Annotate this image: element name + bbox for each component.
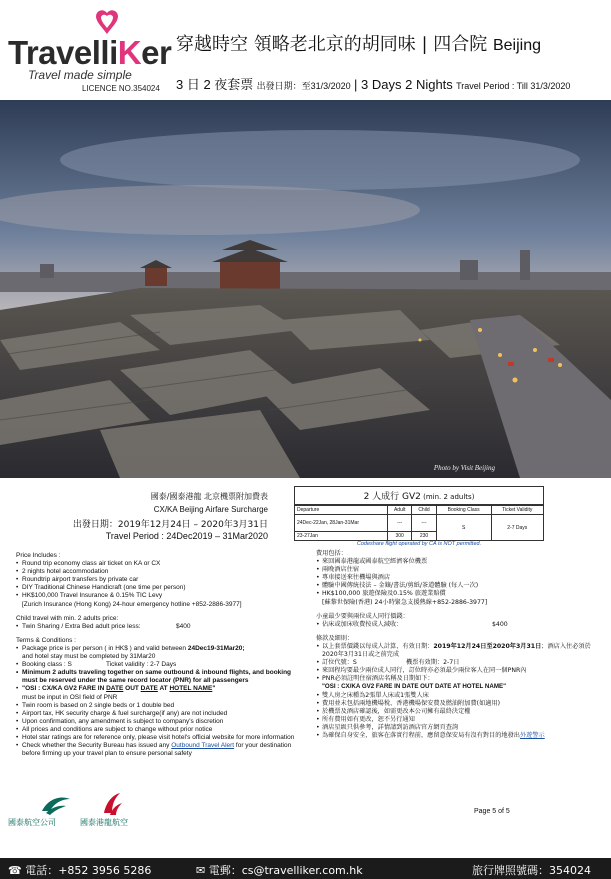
list-item: • 體驗中國傳統技法 – 金鑲/書法/剪紙/茶道體驗 (每人一次) <box>316 582 606 590</box>
list-item: • 訂位代號：S 機票有效期：2-7日 <box>316 659 606 667</box>
col-booking-class: Booking Class <box>436 506 491 515</box>
list-item: • Hotel star ratings are for reference only, please visit hotel's official website for more information <box>16 734 296 742</box>
terms-list-cn <box>316 643 606 740</box>
terms-list <box>16 645 296 758</box>
list-item: • 來回國泰港龍或國泰航空經濟客位機票 <box>316 558 606 566</box>
english-terms-column <box>16 552 296 758</box>
col-child: Child <box>412 506 436 515</box>
list-item: • Roundtrip airport transfers by private car <box>16 576 296 584</box>
cathay-dragon-logo-icon <box>96 789 126 819</box>
child-price-heading-cn: 小童最少要與兩位成人同行價錢： <box>316 612 409 620</box>
list-item: • Check whether the Security Bureau has issued any Outbound Travel Alert for your destination before firming up your travel plan to ensure personal safety <box>16 742 296 758</box>
insurance-hotline-cn: [蘇黎世保險(香港) 24小時緊急支援熱線+852-2886-3977] <box>322 598 488 606</box>
phone-icon: ☎ <box>8 864 26 877</box>
list-item: • 兩晚酒店住宿 <box>316 566 606 574</box>
surcharge-departure-dates: 出發日期：2019年12月24日 – 2020年3月31日 <box>72 520 268 530</box>
list-item: • 佔床或加床收費按成人減收： $400 <box>316 621 606 629</box>
list-item: • Minimum 2 adults traveling together on same outbound & inbound flights, and booking must be reserved under the same record locator (PNR) for all passengers <box>16 669 296 685</box>
price-includes-heading: Price Includes : <box>16 552 61 559</box>
list-item: • 專車接送來往機場與酒店 <box>316 574 606 582</box>
surcharge-title-en: CX/KA Beijing Airfare Surcharge <box>153 505 268 514</box>
fare-table-header-row <box>295 506 544 515</box>
brand-tagline: Travel made simple <box>28 68 132 82</box>
terms-heading: Terms & Conditions : <box>16 636 76 644</box>
insurance-hotline: [Zurich Insurance (Hong Kong) 24-hour emergency hotline +852-2886-3977] <box>22 600 242 608</box>
cell-adult: --- <box>388 515 412 532</box>
list-item: • PNR必須註明住宿酒店名稱及日期如下： "OSI : CX/KA GV2 FARE IN DATE OUT DATE AT HOTEL NAME" <box>316 675 606 691</box>
cathay-dragon-label: 國泰港龍航空 <box>80 818 128 827</box>
list-item: • 雙人房之床種為2張單人床或1張雙人床 <box>316 692 606 700</box>
chinese-terms-column <box>316 550 606 740</box>
fare-table <box>294 505 544 541</box>
cell-departure: 24Dec-22Jan, 28Jan-31Mar <box>295 515 388 532</box>
list-item: • Twin Sharing / Extra Bed adult price less: $400 <box>16 623 296 631</box>
list-item: • 2 nights hotel accommodation <box>16 568 296 576</box>
list-item: • All prices and conditions are subject to change without prior notice <box>16 726 296 734</box>
fee-includes-heading: 費用包括： <box>316 550 347 557</box>
contact-footer <box>0 858 611 879</box>
list-item: • DIY Traditional Chinese Handicraft (one time per person) <box>16 584 296 592</box>
cell-booking-class: S <box>436 515 491 541</box>
cell-adult: 300 <box>388 532 412 541</box>
brand-logo[interactable]: TravelliKer <box>8 34 172 71</box>
codeshare-note: Codeshare flight operated by CA is NOT permitted. <box>356 541 482 547</box>
fare-table-box <box>294 486 544 547</box>
list-item: • Round trip economy class air ticket on KA or CX <box>16 560 296 568</box>
cell-departure: 23-27Jan <box>295 532 388 541</box>
outbound-travel-alert-link-cn[interactable]: 外遊警示 <box>520 731 545 739</box>
fee-includes-list <box>316 558 606 598</box>
mail-icon: ✉ <box>196 864 209 877</box>
page-number: Page 5 of 5 <box>474 808 510 815</box>
cell-child: 230 <box>412 532 436 541</box>
phone-contact[interactable]: ☎ 電話：+852 3956 5286 <box>8 864 152 877</box>
list-item: • Package price is per person ( in HK$ ) and valid between 24Dec19-31Mar20; and hotel stay must be completed by 31Mar20 <box>16 645 296 661</box>
list-item: • HK$100,000 旅遊保險及0.15% 旅遊業賠償 <box>316 590 606 598</box>
list-item: • 以上套票價錢以每成人計算，有效日期：2019年12月24日至2020年3月31日；酒店入住必須於2020年3月31日或之前完成 <box>316 643 606 659</box>
list-item: • 為確保自身安全，旅客在落實行程前，應留意保安局有沒有對目的地發出外遊警示 <box>316 732 606 740</box>
brand-pin-icon <box>92 6 122 36</box>
licence-number: LICENCE NO.354024 <box>82 84 160 93</box>
list-item: • Booking class : S Ticket validity : 2-7 Days <box>16 661 296 669</box>
col-departure: Departure <box>295 506 388 515</box>
email-contact[interactable]: ✉ 電郵：cs@travelliker.com.hk <box>196 864 363 877</box>
cathay-pacific-label: 國泰航空公司 <box>8 818 56 827</box>
beijing-hutong-photo <box>0 100 611 478</box>
list-item: • 費用並未包括兩地機場稅、香港機場保安費及燃油附加費(如適用) <box>316 700 606 708</box>
list-item: • 來回程均要最少兩位成人同行，訂位時亦必須最少兩位客人在同一個PNR內 <box>316 667 606 675</box>
price-includes-list <box>16 560 296 600</box>
page-title: 穿越時空 領略老北京的胡同味 | 四合院 Beijing <box>176 34 541 55</box>
list-item: • Airport tax, HK security charge & fuel surcharge(if any) are not included <box>16 710 296 718</box>
package-subtitle: 3 日 2 夜套票 出發日期：至31/3/2020 | 3 Days 2 Nights Travel Period : Till 31/3/2020 <box>176 77 571 92</box>
list-item: • "OSI : CX/KA GV2 FARE IN DATE OUT DATE AT HOTEL NAME" must be input in OSI field of PNR <box>16 685 296 701</box>
surcharge-title-cn: 國泰/國泰港龍 北京機票附加費表 <box>150 492 268 501</box>
list-item: • HK$100,000 Travel Insurance & 0.15% TIC Levy <box>16 592 296 600</box>
list-item: • 所有費用如有更改，恕不另行通知 <box>316 716 606 724</box>
cell-ticket-validity: 2-7 Days <box>491 515 543 541</box>
photo-credit: Photo by Visit Beijing <box>433 464 495 472</box>
list-item: • Upon confirmation, any amendment is subject to company's discretion <box>16 718 296 726</box>
list-item: • 於機票及酒店確認後，如需更改本公司擁有最終決定權 <box>316 708 606 716</box>
surcharge-travel-period: Travel Period : 24Dec2019 – 31Mar2020 <box>105 531 268 541</box>
fare-table-heading: 2 人成行 GV2 (min. 2 adults) <box>294 486 544 505</box>
travel-licence-number: 旅行牌照號碼：354024 <box>472 864 591 877</box>
outbound-travel-alert-link[interactable]: Outbound Travel Alert <box>171 742 235 750</box>
list-item: • 酒店星級只供參考，詳情請到訪酒店官方網頁查詢 <box>316 724 606 732</box>
terms-heading-cn: 條款及細則： <box>316 634 354 642</box>
child-price-heading: Child travel with min. 2 adults price: <box>16 614 119 622</box>
col-ticket-validity: Ticket Validity <box>491 506 543 515</box>
cell-child: --- <box>412 515 436 532</box>
cathay-pacific-logo-icon <box>20 789 80 819</box>
list-item: • Twin room is based on 2 single beds or 1 double bed <box>16 702 296 710</box>
col-adult: Adult <box>388 506 412 515</box>
table-row <box>295 515 544 532</box>
